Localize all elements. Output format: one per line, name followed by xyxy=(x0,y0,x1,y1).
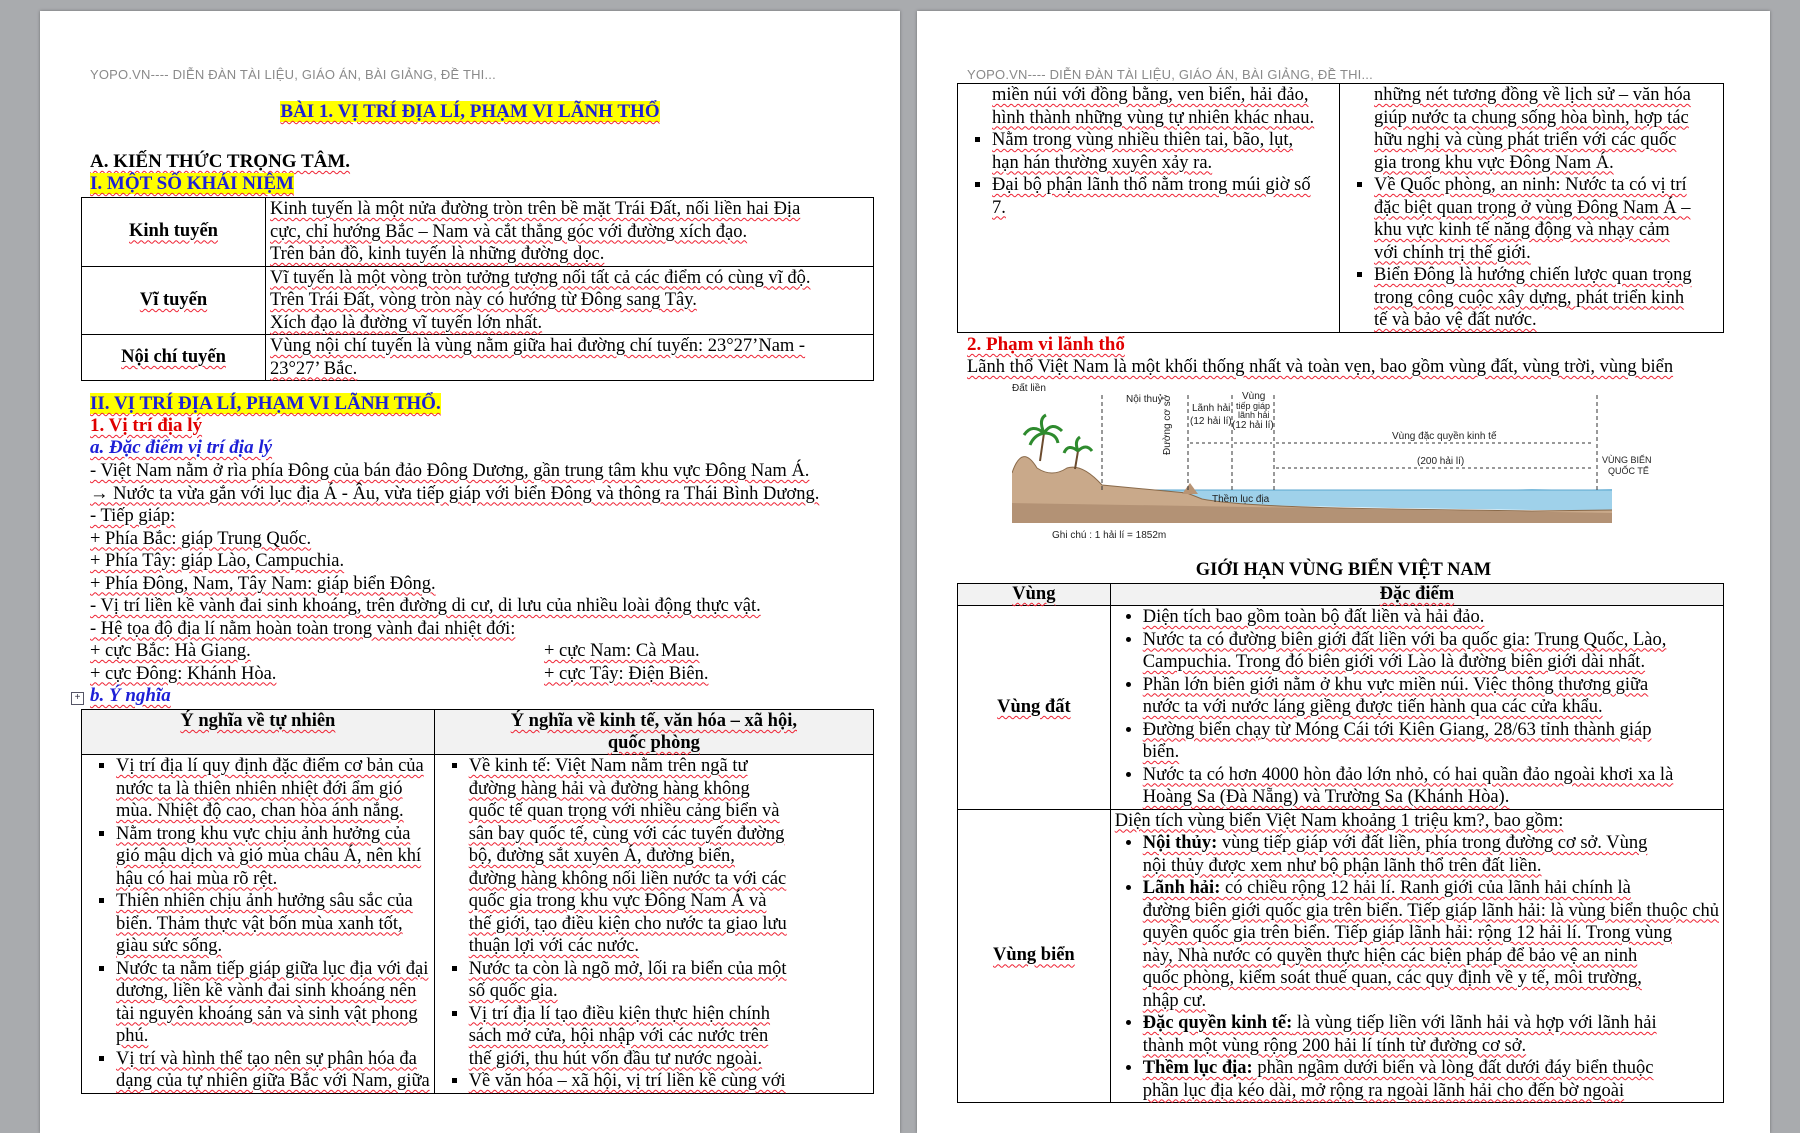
bullet-line: ▪ Về văn hóa – xã hội, vị trí liền kề cùng với xyxy=(468,1071,786,1091)
bullet-cell xyxy=(1110,606,1723,810)
lesson-title: BÀI 1. VỊ TRÍ ĐỊA LÍ, PHẠM VI LÃNH THỔ xyxy=(280,101,660,122)
bullet-item xyxy=(116,958,430,1048)
bullet-line: thế giới, tạo điều kiện cho nước ta giao lưu xyxy=(468,913,787,934)
bullet-line: ▪ Nằm trong khu vực chịu ảnh hưởng của xyxy=(116,823,411,844)
bullet-line: Campuchia. Trong đó biên giới với Lào là đường biên giới dài nhất. xyxy=(1142,652,1646,672)
definition-line: Vùng nội chí tuyến là vùng nằm giữa hai đường chí tuyến: 23°27’Nam - xyxy=(270,336,806,356)
bullet-line: khu vực kinh tế năng động và nhạy cảm xyxy=(1374,220,1670,240)
sub-heading-2: 2. Phạm vi lãnh thổ xyxy=(967,334,1125,355)
bullet-line: mùa. Nhiệt độ cao, chan hòa ánh nắng. xyxy=(116,801,404,821)
extreme-right: + cực Tây: Điện Biên. xyxy=(544,663,709,684)
concept-definition xyxy=(266,335,874,381)
bullet-line: • Diện tích bao gồm toàn bộ đất liền và hải đảo. xyxy=(1142,607,1485,627)
sea-item-term: Lãnh hải: xyxy=(1142,878,1221,898)
sea-item xyxy=(1143,877,1719,1012)
sea-item-line: quyền quốc gia trên biển. Tiếp giáp lãnh hải: rộng 12 hải lí. Trong vùng xyxy=(1142,923,1672,943)
definition-line: cực, chỉ hướng Bắc – Nam và cắt thẳng góc với đường xích đạo. xyxy=(270,221,748,242)
bullet-line: thế giới, thu hút vốn đầu tư nước ngoài. xyxy=(468,1048,763,1069)
bullet-line: những nét tương đồng về lịch sử – văn hóa xyxy=(1374,85,1691,105)
label-vung: Vùng xyxy=(1242,391,1266,402)
bullet-line: dạng của tự nhiên giữa Bắc với Nam, giữa xyxy=(116,1071,430,1091)
bullet-line: 7. xyxy=(992,197,1006,218)
bullet-line: hậu có hai mùa rõ rệt. xyxy=(116,868,278,889)
concept-term: Nội chí tuyến xyxy=(82,335,266,381)
label-dat-lien: Đất liền xyxy=(1012,383,1046,394)
sea-item-line: nội thủy được xem như bộ phận lãnh thổ trên đất liền. xyxy=(1142,855,1542,876)
bullet-line: sân bay quốc tế, cùng với các tuyến đường xyxy=(468,823,785,844)
bullet-item xyxy=(1374,174,1719,264)
label-noi-thuy: Nội thuỷ xyxy=(1126,394,1163,405)
bullet-item xyxy=(469,1003,869,1071)
bullet-line: phú. xyxy=(116,1026,149,1046)
sea-item-line: • Đặc quyền kinh tế: là vùng tiếp liền với lãnh hải và hợp với lãnh hải xyxy=(1142,1013,1657,1033)
bullet-line: đường hàng hải và đường hàng không xyxy=(468,778,750,799)
bullet-line: bộ, đường sắt xuyên Á, đường biển, xyxy=(468,846,735,866)
label-tiep-giap: tiếp giáp xyxy=(1236,401,1271,411)
label-lanh-hai-12: (12 hải lí) xyxy=(1190,416,1232,427)
section-i-heading: I. MỘT SỐ KHÁI NIỆM xyxy=(90,173,294,194)
definition-line: Trên Trái Đất, vòng tròn này có hướng từ Đông sang Tây. xyxy=(270,290,697,310)
bullet-line: sách mở cửa, hội nhập với các nước trên xyxy=(468,1026,769,1046)
label-eez: Vùng đặc quyền kinh tế xyxy=(1392,431,1497,442)
bullet-line: ▪ Biển Đông là hướng chiến lược quan trọng xyxy=(1374,265,1692,285)
row-land xyxy=(958,606,1724,810)
bullet-line: tài nguyên khoáng sản và sinh vật phong xyxy=(116,1003,418,1024)
bullet-item xyxy=(992,129,1335,174)
diagram-note: Ghi chú : 1 hải lí = 1852m xyxy=(1052,530,1167,541)
definition-line: 23°27’ Bắc. xyxy=(270,358,358,379)
bullet-cell xyxy=(1340,84,1724,333)
sea-item-line: • Thềm lục địa: phần ngầm dưới biển và lòng đất dưới đáy biển thuộc xyxy=(1142,1058,1654,1078)
body-line: + Phía Tây: giáp Lào, Campuchia. xyxy=(90,551,345,571)
bullet-line: với chính trị thế giới. xyxy=(1374,242,1531,263)
label-vung-bien: VÙNG BIỂN xyxy=(1602,455,1652,465)
body-line: - Hệ tọa độ địa lí nằm hoàn toàn trong vành đai nhiệt đới: xyxy=(90,618,516,639)
concept-term: Vĩ tuyến xyxy=(82,266,266,335)
bullet-line: Hoàng Sa (Đà Nẵng) và Trường Sa (Khánh Hòa). xyxy=(1142,787,1510,807)
bullet-item xyxy=(1143,629,1719,674)
concept-term: Kinh tuyến xyxy=(82,198,266,267)
label-them-luc-dia: Thềm lục địa xyxy=(1212,494,1270,505)
bullet-line: giàu sức sống. xyxy=(116,936,223,956)
sea-item-line: đường biên giới quốc gia trên biển. Tiếp giáp lãnh hải: là vùng biển thuộc chủ xyxy=(1142,900,1719,921)
bullet-line: quốc gia trong khu vực Đông Nam Á và xyxy=(468,891,767,911)
concept-row xyxy=(82,266,874,335)
concept-definition xyxy=(266,198,874,267)
bullet-line: miền núi với đồng bằng, ven biển, hải đảo, xyxy=(992,85,1309,105)
table-move-handle-icon[interactable]: + xyxy=(71,692,84,705)
bullet-cell xyxy=(958,84,1340,333)
bullet-line: nước ta là thiên nhiên nhiệt đới ẩm gió xyxy=(116,778,403,799)
col-header-zone: Vùng xyxy=(958,584,1111,606)
bullet-item xyxy=(116,823,430,891)
bullet-line: nước ta với nước láng giềng được tiến hành qua các cửa khẩu. xyxy=(1142,697,1603,717)
zone-label-land: Vùng đất xyxy=(958,606,1111,810)
bullet-cell xyxy=(434,755,873,1094)
concept-table xyxy=(81,197,874,381)
bullet-line: ▪ Nằm trong vùng nhiều thiên tai, bão, lụt, xyxy=(992,130,1294,150)
section-a-heading: A. KIẾN THỨC TRỌNG TÂM. xyxy=(90,151,351,172)
bullet-item xyxy=(1143,719,1719,764)
col-header-economy: Ý nghĩa về kinh tế, văn hóa – xã hội, quốc phòng xyxy=(434,710,873,755)
label-lanh-hai-2: lãnh hải xyxy=(1238,410,1270,420)
bullet-line: đặc biệt quan trọng ở vùng Đông Nam Á – xyxy=(1374,197,1691,218)
bullet-item xyxy=(1143,674,1719,719)
bullet-line: ▪ Vị trí và hình thể tạo nên sự phân hóa đa xyxy=(116,1048,417,1069)
page-1 xyxy=(40,11,900,1133)
bullet-line: đường hàng không nối liền nước ta với các xyxy=(468,868,787,889)
bullet-line: biển. Thảm thực vật bốn mùa xanh tốt, xyxy=(116,913,403,934)
location-description xyxy=(90,460,819,640)
body-line: → Nước ta vừa gắn với lục địa Á - Âu, vừa tiếp giáp với biển Đông và thông ra Thái Bình Dương. xyxy=(90,483,820,504)
sea-item-line: phần lục địa kéo dài, mở rộng ra ngoài lãnh hải cho đến bờ ngoài xyxy=(1142,1080,1625,1101)
body-line: + Phía Đông, Nam, Tây Nam: giáp biển Đông. xyxy=(90,573,436,594)
bullet-line: quốc tế quan trọng với nhiều cảng biển và xyxy=(468,801,780,821)
label-tiep-giap-12: (12 hải lí) xyxy=(1232,420,1274,431)
sea-item-term: Thềm lục địa: xyxy=(1142,1058,1253,1078)
meaning-table xyxy=(81,709,874,1094)
bullet-item xyxy=(1374,84,1719,174)
bullet-item xyxy=(116,1048,430,1093)
bullet-item xyxy=(116,890,430,958)
body-line: + Phía Bắc: giáp Trung Quốc. xyxy=(90,528,312,549)
label-eez-200: (200 hải lí) xyxy=(1417,456,1465,467)
bullet-line: gia trong khu vực Đông Nam Á. xyxy=(1374,152,1614,173)
bullet-line: • Phần lớn biên giới nằm ở khu vực miền núi. Việc thông thương giữa xyxy=(1142,674,1649,695)
sub-heading-1: 1. Vị trí địa lý xyxy=(90,415,203,436)
label-duong-co-so: Đường cơ sở xyxy=(1162,394,1173,455)
extreme-points xyxy=(90,640,890,685)
page-header: YOPO.VN---- DIỄN ĐÀN TÀI LIỆU, GIÁO ÁN, BÀI GIẢNG, ĐỀ THI... xyxy=(967,67,1373,82)
sea-item xyxy=(1143,832,1719,877)
page-2 xyxy=(917,11,1770,1133)
bullet-line: • Đường biển chạy từ Móng Cái tới Kiên Giang, 28/63 tỉnh thành giáp xyxy=(1142,719,1652,740)
sea-item-line: • Nội thủy: vùng tiếp giáp với đất liền, phía trong đường cơ sở. Vùng xyxy=(1142,833,1648,853)
bullet-line: ▪ Vị trí địa lí quy định đặc điểm cơ bản của xyxy=(116,756,424,776)
row-sea xyxy=(958,809,1724,1103)
sea-features xyxy=(1110,809,1723,1103)
bullet-line: giúp nước ta chung sống hòa bình, hợp tác xyxy=(1374,107,1689,128)
bullet-line: ▪ Vị trí địa lí tạo điều kiện thực hiện chính xyxy=(468,1003,771,1024)
definition-line: Trên bản đồ, kinh tuyến là những đường dọc. xyxy=(270,244,605,264)
extreme-left: + cực Bắc: Hà Giang. xyxy=(90,641,251,661)
bullet-line: • Nước ta có đường biên giới đất liền với ba quốc gia: Trung Quốc, Lào, xyxy=(1142,629,1667,650)
bullet-line: hình thành những vùng tự nhiên khác nhau. xyxy=(992,107,1315,128)
definition-line: Vĩ tuyến là một vòng tròn tưởng tượng nối tất cả các điểm có cùng vĩ độ. xyxy=(270,267,811,288)
sea-item-line: • Lãnh hải: có chiều rộng 12 hải lí. Ranh giới của lãnh hải chính là xyxy=(1142,878,1631,898)
sea-item-term: Nội thủy: xyxy=(1142,833,1218,853)
body-line: - Vị trí liền kề vành đai sinh khoáng, trên đường di cư, di lưu của nhiều loài động thực vật. xyxy=(90,596,761,616)
sea-zones-diagram-svg xyxy=(1012,383,1652,543)
sea-limits-title: GIỚI HẠN VÙNG BIỂN VIỆT NAM xyxy=(1195,560,1492,580)
bullet-item xyxy=(1374,264,1719,332)
bullet-cell xyxy=(82,755,435,1094)
bullet-line: tế và bảo vệ đất nước. xyxy=(1374,310,1537,330)
extreme-right: + cực Nam: Cà Mau. xyxy=(544,641,700,661)
col-header-features: Đặc điểm xyxy=(1110,584,1723,606)
bullet-line: ▪ Thiên nhiên chịu ảnh hưởng sâu sắc của xyxy=(116,891,413,911)
bullet-line: ▪ Về kinh tế: Việt Nam nằm trên ngã tư xyxy=(468,756,748,776)
concept-definition xyxy=(266,266,874,335)
section-ii-heading: II. VỊ TRÍ ĐỊA LÍ, PHẠM VI LÃNH THỔ. xyxy=(90,393,441,414)
page-header: YOPO.VN---- DIỄN ĐÀN TÀI LIỆU, GIÁO ÁN, BÀI GIẢNG, ĐỀ THI... xyxy=(90,67,496,82)
definition-line: Xích đạo là đường vĩ tuyến lớn nhất. xyxy=(270,312,543,333)
zone-label-sea: Vùng biển xyxy=(958,809,1111,1103)
bullet-line: hữu nghị và cùng phát triển với các quốc xyxy=(1374,130,1677,150)
bullet-line: thuận lợi với các nước. xyxy=(468,936,640,956)
bullet-line: ▪ Nước ta nằm tiếp giáp giữa lục địa với đại xyxy=(116,958,429,979)
body-line: - Tiếp giáp: xyxy=(90,506,176,526)
bullet-item xyxy=(992,84,1335,129)
bullet-line: số quốc gia. xyxy=(468,981,558,1001)
definition-line: Kinh tuyến là một nửa đường tròn trên bề mặt Trái Đất, nối liền hai Địa xyxy=(270,199,801,219)
sea-item xyxy=(1143,1012,1719,1057)
bullet-line: dương, liền kề vành đai sinh khoáng nên xyxy=(116,981,417,1001)
bullet-item xyxy=(1143,764,1719,809)
bullet-line: gió mậu dịch và gió mùa châu Á, nên khí xyxy=(116,846,422,866)
extreme-row xyxy=(90,663,890,686)
sea-intro: Diện tích vùng biển Việt Nam khoảng 1 triệu km?, bao gồm: xyxy=(1114,810,1564,831)
bullet-item xyxy=(116,755,430,823)
sub-heading-a: a. Đặc điểm vị trí địa lý xyxy=(90,437,273,458)
territory-text: Lãnh thổ Việt Nam là một khối thống nhất và toàn vẹn, bao gồm vùng đất, vùng trời, vùng biển xyxy=(967,357,1674,377)
body-line: - Việt Nam nằm ở rìa phía Đông của bán đảo Đông Dương, gần trung tâm khu vực Đông Nam Á. xyxy=(90,461,810,481)
bullet-line: biển. xyxy=(1142,742,1180,762)
sea-zones-diagram xyxy=(1012,383,1652,543)
sub-heading-b: b. Ý nghĩa xyxy=(90,685,171,706)
concept-row xyxy=(82,335,874,381)
bullet-line: • Nước ta có hơn 4000 hòn đảo lớn nhỏ, có hai quần đảo ngoài khơi xa là xyxy=(1142,764,1674,785)
bullet-line: ▪ Đại bộ phận lãnh thổ nằm trong múi giờ số xyxy=(992,175,1311,195)
sea-item-line: nhập cư. xyxy=(1142,990,1207,1011)
sea-limits-table xyxy=(957,583,1724,1103)
bullet-line: ▪ Nước ta còn là ngõ mở, lối ra biển của một xyxy=(468,958,787,979)
bullet-item xyxy=(1143,606,1719,629)
bullet-line: trong công cuộc xây dựng, phát triển kinh xyxy=(1374,287,1685,308)
sea-item-term: Đặc quyền kinh tế: xyxy=(1142,1013,1293,1033)
bullet-line: ▪ Về Quốc phòng, an ninh: Nước ta có vị trí xyxy=(1374,175,1687,195)
sea-item-line: quốc phòng, kiểm soát thuế quan, các quy định về y tế, môi trường, xyxy=(1142,968,1642,988)
bullet-item xyxy=(469,755,869,958)
bullet-item xyxy=(469,1070,869,1093)
sea-item-line: này, Nhà nước có quyền thực hiện các biện pháp để bảo vệ an ninh xyxy=(1142,945,1638,966)
bullet-line: hạn hán thường xuyên xảy ra. xyxy=(992,152,1213,173)
extreme-row xyxy=(90,640,890,663)
label-quoc-te: QUỐC TẾ xyxy=(1608,466,1649,476)
meaning-table-continued xyxy=(957,83,1724,333)
extreme-left: + cực Đông: Khánh Hòa. xyxy=(90,663,277,684)
bullet-item xyxy=(992,174,1335,219)
bullet-item xyxy=(469,958,869,1003)
label-lanh-hai: Lãnh hải xyxy=(1192,403,1231,414)
sea-item xyxy=(1143,1057,1719,1102)
concept-row xyxy=(82,198,874,267)
sea-item-line: thành một vùng rộng 200 hải lí tính từ đường cơ sở. xyxy=(1142,1035,1527,1056)
col-header-nature: Ý nghĩa về tự nhiên xyxy=(82,710,435,755)
